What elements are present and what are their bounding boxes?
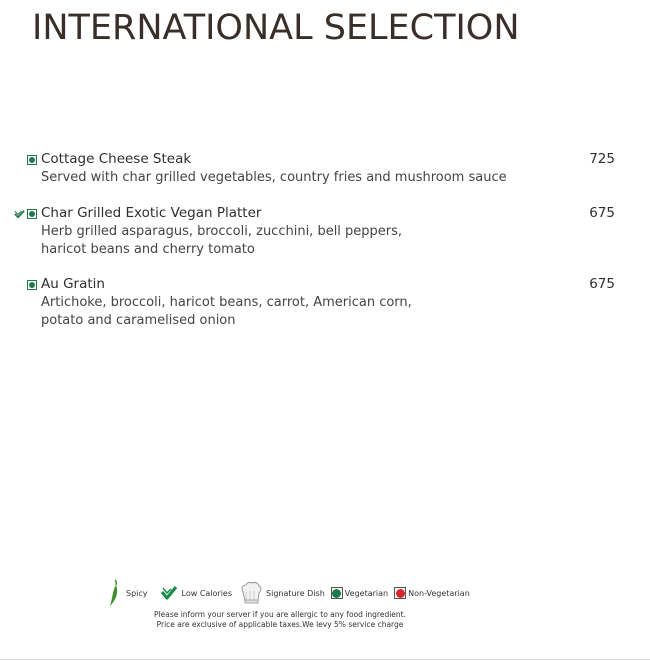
legend-label: Non-Vegetarian xyxy=(408,588,470,598)
legend xyxy=(0,578,650,614)
tax-note: Price are exclusive of applicable taxes.We levy 5% service charge xyxy=(156,620,404,629)
allergy-note: Please inform your server if you are allergic to any food ingredient. xyxy=(154,610,406,619)
item-name: Cottage Cheese Steak xyxy=(41,151,192,167)
chef-hat-icon xyxy=(238,580,264,606)
legend-row xyxy=(108,578,476,608)
item-name: Au Gratin xyxy=(41,276,105,292)
low-calories-icon xyxy=(14,209,25,219)
item-description-line: Herb grilled asparagus, broccoli, zucchini, bell peppers, xyxy=(41,224,403,239)
item-price: 725 xyxy=(589,151,615,167)
item-description: Served with char grilled vegetables, country fries and mushroom sauce xyxy=(41,170,507,185)
item-price: 675 xyxy=(589,205,615,221)
item-description-line: haricot beans and cherry tomato xyxy=(41,242,255,257)
legend-label: Spicy xyxy=(126,588,148,598)
item-name: Char Grilled Exotic Vegan Platter xyxy=(41,205,262,221)
non-vegetarian-icon xyxy=(394,587,406,599)
vegetarian-icon xyxy=(331,587,343,599)
page-title: INTERNATIONAL SELECTION xyxy=(32,8,520,48)
check-icon xyxy=(160,584,178,602)
item-description xyxy=(41,294,511,330)
chili-icon xyxy=(108,579,120,607)
legend-low-calories xyxy=(160,584,233,602)
legend-vegetarian xyxy=(331,587,388,599)
bottom-divider xyxy=(0,659,650,660)
vegetarian-icon xyxy=(27,155,37,165)
item-price: 675 xyxy=(589,276,615,292)
item-description xyxy=(41,223,511,259)
legend-signature xyxy=(238,580,325,606)
legend-label: Signature Dish xyxy=(266,588,325,598)
legend-spicy xyxy=(108,579,148,607)
legend-non-vegetarian xyxy=(394,587,470,599)
item-description-line: Artichoke, broccoli, haricot beans, carrot, American corn, xyxy=(41,295,412,310)
vegetarian-icon xyxy=(27,209,37,219)
legend-label: Vegetarian xyxy=(344,588,389,598)
legend-label: Low Calories xyxy=(181,588,233,598)
item-marks xyxy=(27,278,37,292)
item-marks xyxy=(27,153,37,167)
item-description-line: potato and caramelised onion xyxy=(41,313,236,328)
vegetarian-icon xyxy=(27,280,37,290)
item-marks xyxy=(14,207,37,221)
